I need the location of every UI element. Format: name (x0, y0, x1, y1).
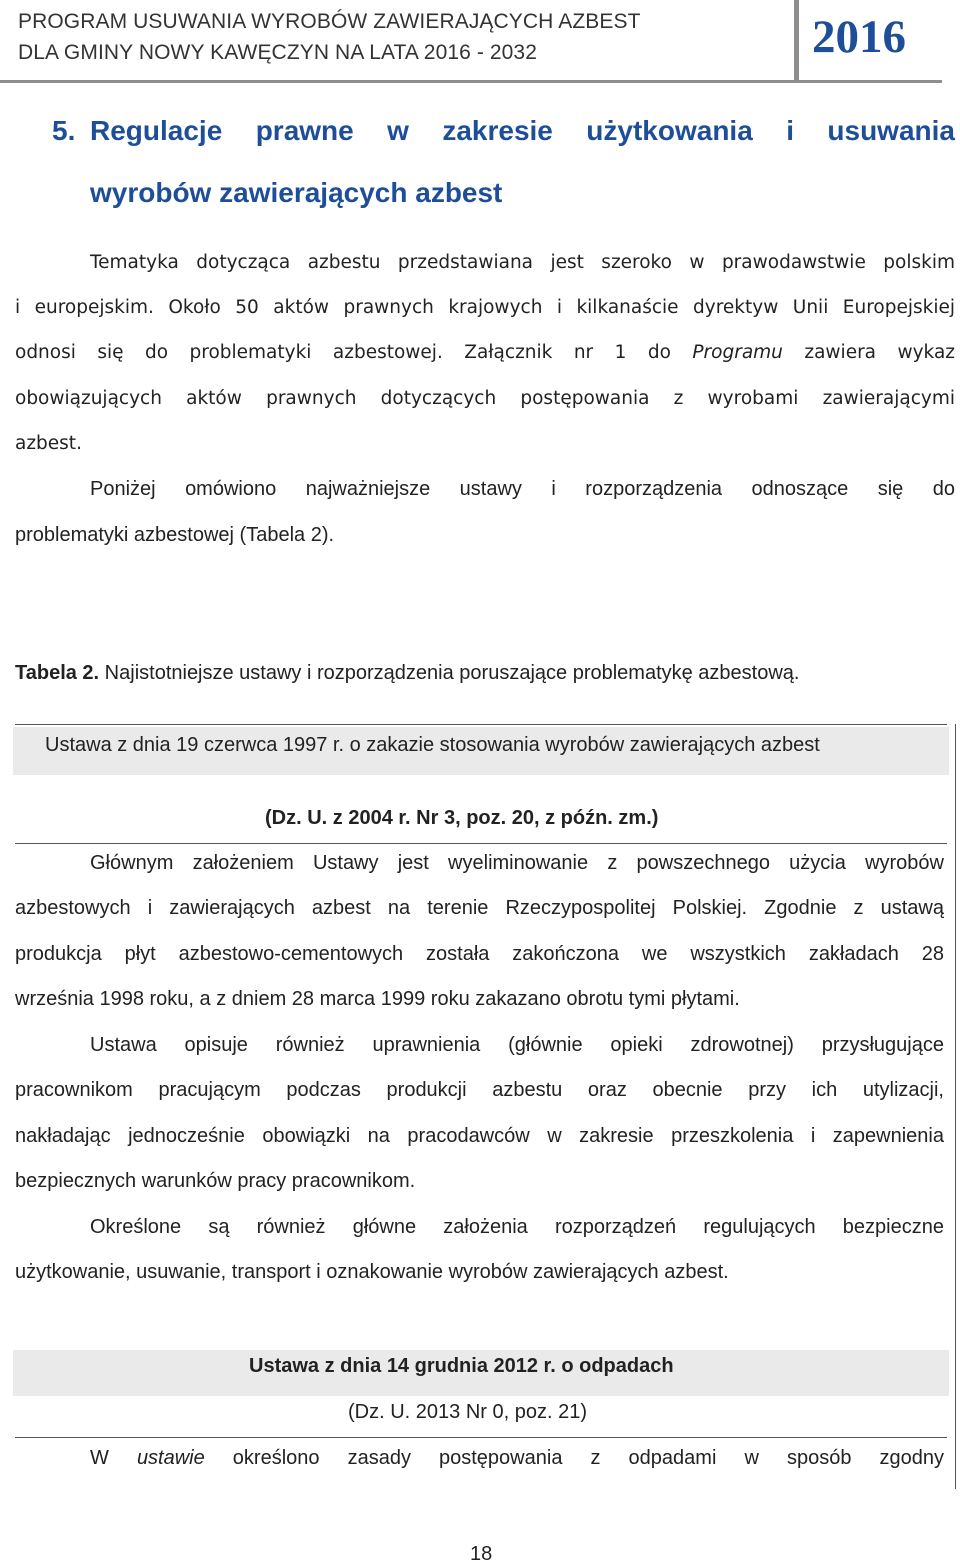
act1-p2-line1: Ustawa opisuje również uprawnienia (głównie opieki zdrowotnej) przysługujące (90, 1034, 944, 1056)
table-right-border (955, 724, 956, 1489)
intro-p1-line3 (15, 342, 955, 363)
act1-p1-line4: września 1998 roku, a z dniem 28 marca 1999 roku zakazano obrotu tymi płytami. (15, 988, 740, 1010)
act2-p1-a: W (90, 1447, 137, 1469)
act2-p1-b: określono zasady postępowania z odpadami w sposób zgodny (204, 1447, 944, 1469)
table-caption (15, 662, 799, 685)
page-number: 18 (470, 1543, 493, 1565)
intro-p1-line3-b: zawiera wykaz (782, 342, 955, 363)
act1-p1-line1: Głównym założeniem Ustawy jest wyeliminowanie z powszechnego użycia wyrobów (90, 852, 944, 874)
act1-p2-line4: bezpiecznych warunków pracy pracownikom. (15, 1170, 416, 1192)
table-top-rule (15, 724, 947, 725)
act1-title: Ustawa z dnia 19 czerwca 1997 r. o zakazie stosowania wyrobów zawierających azbest (45, 734, 820, 756)
header-year: 2016 (812, 11, 906, 63)
act2-p1-line1 (90, 1447, 944, 1470)
intro-p1-line5: azbest. (15, 433, 82, 454)
section-number: 5. (52, 115, 76, 146)
section-title-line2: wyrobów zawierających azbest (90, 177, 503, 208)
intro-p1-line4: obowiązujących aktów prawnych dotyczących postępowania z wyrobami zawierającymi (15, 388, 955, 409)
intro-p1-line3-em: Programu (692, 342, 783, 363)
intro-p1-line3-a: odnosi się do problematyki azbestowej. Załącznik nr 1 do (15, 342, 693, 363)
header-title-line1: PROGRAM USUWANIA WYROBÓW ZAWIERAJĄCYCH AZBEST (18, 10, 641, 33)
act2-p1-em: ustawie (136, 1447, 205, 1469)
act2-ref-rule (15, 1437, 947, 1438)
header-divider (794, 0, 799, 80)
act1-p1-line2: azbestowych i zawierających azbest na terenie Rzeczypospolitej Polskiej. Zgodnie z ustawą (15, 897, 944, 919)
act1-p2-line3: nakładając jednocześnie obowiązki na pracodawców w zakresie przeszkolenia i zapewnienia (15, 1125, 944, 1147)
act2-title: Ustawa z dnia 14 grudnia 2012 r. o odpadach (249, 1355, 674, 1377)
section-title-line1: Regulacje prawne w zakresie użytkowania i usuwania (90, 115, 955, 146)
intro-p1-line1: Tematyka dotycząca azbestu przedstawiana jest szeroko w prawodawstwie polskim (90, 252, 955, 273)
header-title-line2: DLA GMINY NOWY KAWĘCZYN NA LATA 2016 - 2032 (18, 41, 537, 64)
intro-p2-line1: Poniżej omówiono najważniejsze ustawy i rozporządzenia odnoszące się do (90, 478, 955, 500)
table-caption-label: Tabela 2. (15, 662, 100, 684)
header-rule (0, 80, 942, 83)
act1-p2-line2: pracownikom pracującym podczas produkcji azbestu oraz obecnie przy ich utylizacji, (15, 1079, 944, 1101)
intro-p2-line2: problematyki azbestowej (Tabela 2). (15, 524, 335, 546)
act1-p1-line3: produkcja płyt azbestowo-cementowych została zakończona we wszystkich zakładach 28 (15, 943, 944, 965)
act1-p3-line1: Określone są również główne założenia rozporządzeń regulujących bezpieczne (90, 1216, 944, 1238)
act1-reference: (Dz. U. z 2004 r. Nr 3, poz. 20, z późn. zm.) (265, 807, 659, 829)
intro-p1-line2: i europejskim. Około 50 aktów prawnych krajowych i kilkanaście dyrektyw Unii Europejskiej (15, 297, 955, 318)
act1-p3-line2: użytkowanie, usuwanie, transport i oznakowanie wyrobów zawierających azbest. (15, 1261, 729, 1283)
act2-reference: (Dz. U. 2013 Nr 0, poz. 21) (348, 1401, 587, 1423)
act1-ref-rule (15, 843, 947, 844)
page-header (0, 0, 960, 80)
table-caption-text: Najistotniejsze ustawy i rozporządzenia poruszające problematykę azbestową. (99, 662, 800, 684)
